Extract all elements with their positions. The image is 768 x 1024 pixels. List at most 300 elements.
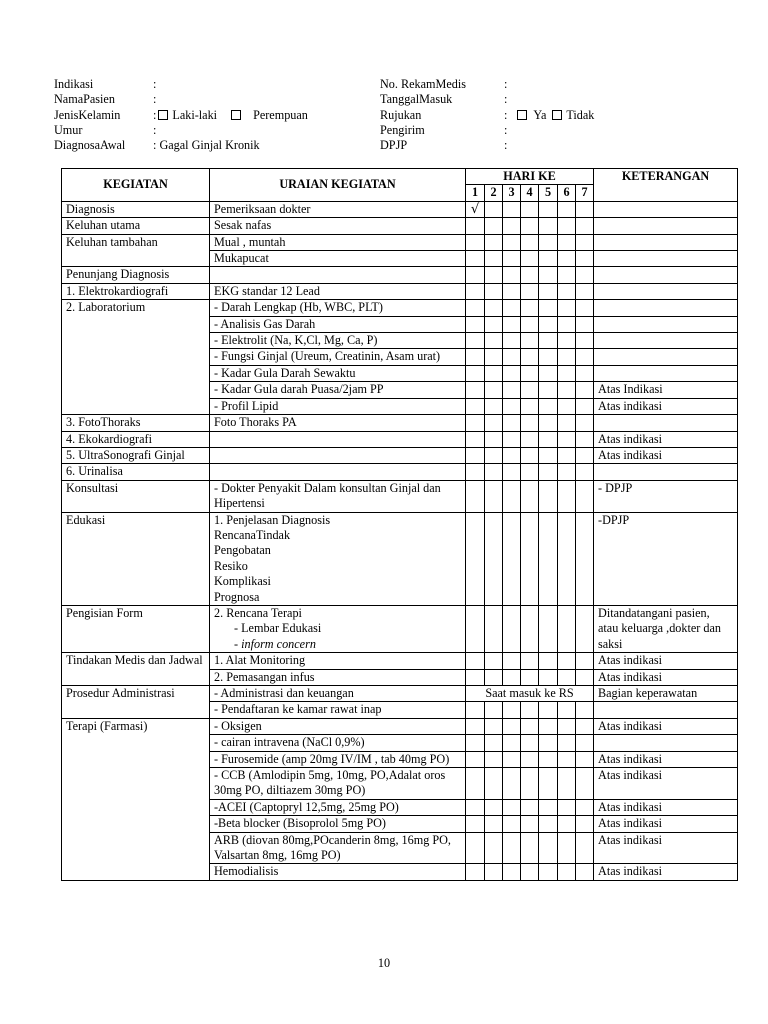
day-cell[interactable] xyxy=(503,512,521,605)
day-cell[interactable] xyxy=(539,605,558,652)
colon: : xyxy=(504,77,508,91)
keterangan-cell xyxy=(594,218,738,234)
day-cell[interactable] xyxy=(576,251,594,267)
day-cell[interactable] xyxy=(503,751,521,767)
day-cell[interactable] xyxy=(466,464,485,480)
uraian-cell: 1. Alat Monitoring xyxy=(210,653,466,669)
day-cell[interactable] xyxy=(503,234,521,250)
day-cell[interactable] xyxy=(576,201,594,217)
day-cell[interactable] xyxy=(521,799,539,815)
day-cell[interactable] xyxy=(539,669,558,685)
table-row xyxy=(62,218,738,234)
day-cell[interactable] xyxy=(521,382,539,398)
day-cell[interactable] xyxy=(539,480,558,512)
day-cell[interactable] xyxy=(503,768,521,800)
table-row xyxy=(62,605,738,652)
kegiatan-cell: Keluhan tambahan xyxy=(62,234,210,267)
day-cell[interactable] xyxy=(558,768,576,800)
day-cell[interactable] xyxy=(521,653,539,669)
day-cell[interactable] xyxy=(521,365,539,381)
day-cell[interactable] xyxy=(466,816,485,832)
day-cell[interactable] xyxy=(466,768,485,800)
day-cell[interactable] xyxy=(576,735,594,751)
uraian-cell: Mual , muntah xyxy=(210,234,466,250)
day-cell[interactable] xyxy=(539,864,558,880)
uraian-line: 1. Penjelasan Diagnosis xyxy=(214,512,331,527)
day-cell[interactable] xyxy=(503,702,521,718)
uraian-cell: - Darah Lengkap (Hb, WBC, PLT) xyxy=(210,300,466,316)
kegiatan-cell: Penunjang Diagnosis xyxy=(62,267,210,283)
day-cell[interactable] xyxy=(521,735,539,751)
day-cell[interactable] xyxy=(558,751,576,767)
uraian-cell: - Administrasi dan keuangan xyxy=(210,686,466,702)
day-cell[interactable] xyxy=(576,669,594,685)
kegiatan-cell: Konsultasi xyxy=(62,480,210,512)
day-cell[interactable] xyxy=(485,431,503,447)
day-cell[interactable] xyxy=(558,816,576,832)
perempuan-checkbox[interactable] xyxy=(231,110,241,120)
table-row xyxy=(62,201,738,217)
day-cell[interactable] xyxy=(521,816,539,832)
day-cell[interactable] xyxy=(558,718,576,734)
day-cell[interactable] xyxy=(558,605,576,652)
day-cell[interactable] xyxy=(576,431,594,447)
day-cell[interactable] xyxy=(503,605,521,652)
keterangan-cell: -DPJP xyxy=(594,512,738,605)
umur-label: Umur xyxy=(54,122,83,137)
day-cell[interactable] xyxy=(558,316,576,332)
day-cell[interactable] xyxy=(558,234,576,250)
day-cell[interactable] xyxy=(558,653,576,669)
kegiatan-cell: Edukasi xyxy=(62,512,210,605)
day-cell[interactable] xyxy=(576,316,594,332)
day-4: 4 xyxy=(521,185,539,201)
day-cell[interactable] xyxy=(558,464,576,480)
day-cell[interactable] xyxy=(576,300,594,316)
day-cell[interactable] xyxy=(503,816,521,832)
day-cell[interactable] xyxy=(521,431,539,447)
laki-laki-checkbox[interactable] xyxy=(158,110,168,120)
day-cell[interactable] xyxy=(466,512,485,605)
day-cell[interactable] xyxy=(558,398,576,414)
uraian-cell: EKG standar 12 Lead xyxy=(210,283,466,299)
day-cell[interactable] xyxy=(576,398,594,414)
day-3: 3 xyxy=(503,185,521,201)
day-cell[interactable] xyxy=(466,864,485,880)
day-cell[interactable] xyxy=(485,512,503,605)
day-cell[interactable] xyxy=(466,718,485,734)
day-cell[interactable] xyxy=(466,234,485,250)
keterangan-cell xyxy=(594,415,738,431)
day-cell[interactable] xyxy=(576,718,594,734)
day-cell[interactable] xyxy=(539,382,558,398)
day-cell[interactable] xyxy=(521,267,539,283)
jenis-kelamin-label: JenisKelamin xyxy=(54,107,121,122)
day-cell[interactable] xyxy=(576,464,594,480)
day-cell[interactable] xyxy=(466,431,485,447)
keterangan-cell xyxy=(594,300,738,316)
day-cell[interactable] xyxy=(558,300,576,316)
day-cell[interactable] xyxy=(558,382,576,398)
keterangan-cell xyxy=(594,234,738,250)
day-cell[interactable] xyxy=(576,218,594,234)
day-cell[interactable] xyxy=(539,234,558,250)
day-cell[interactable] xyxy=(503,431,521,447)
day-cell[interactable] xyxy=(503,718,521,734)
day-cell[interactable] xyxy=(576,832,594,864)
day-cell[interactable] xyxy=(521,333,539,349)
day-cell[interactable] xyxy=(485,316,503,332)
uraian-cell: Hemodialisis xyxy=(210,864,466,880)
kegiatan-cell: 4. Ekokardiografi xyxy=(62,431,210,447)
day-cell[interactable] xyxy=(485,300,503,316)
day-cell[interactable] xyxy=(521,718,539,734)
day-cell[interactable] xyxy=(466,702,485,718)
day-cell[interactable] xyxy=(503,382,521,398)
day-cell[interactable] xyxy=(503,300,521,316)
day-cell[interactable] xyxy=(503,447,521,463)
day-cell[interactable] xyxy=(558,415,576,431)
uraian-line: Resiko xyxy=(214,558,248,573)
day-cell[interactable] xyxy=(558,669,576,685)
day-cell[interactable] xyxy=(466,447,485,463)
day-cell[interactable] xyxy=(558,283,576,299)
day-cell[interactable] xyxy=(539,283,558,299)
day-cell[interactable] xyxy=(539,251,558,267)
day-cell[interactable] xyxy=(485,864,503,880)
table-row xyxy=(62,512,738,605)
day-7: 7 xyxy=(576,185,594,201)
day-cell[interactable] xyxy=(466,735,485,751)
day-cell[interactable] xyxy=(521,300,539,316)
day-cell[interactable] xyxy=(485,234,503,250)
day-cell[interactable] xyxy=(466,267,485,283)
laki-laki-option: Laki-laki xyxy=(172,107,218,122)
day-cell[interactable] xyxy=(503,365,521,381)
day-cell[interactable] xyxy=(558,799,576,815)
day-cell[interactable] xyxy=(576,702,594,718)
day-cell[interactable] xyxy=(485,201,503,217)
table-header-row xyxy=(62,169,738,185)
day-cell[interactable] xyxy=(521,218,539,234)
day-cell[interactable] xyxy=(558,201,576,217)
day-cell[interactable] xyxy=(485,447,503,463)
uraian-line: 2. Rencana Terapi xyxy=(214,605,302,620)
keterangan-cell: Atas indikasi xyxy=(594,447,738,463)
kegiatan-cell: Tindakan Medis dan Jadwal xyxy=(62,653,210,686)
uraian-line: Komplikasi xyxy=(214,574,271,589)
day-cell[interactable] xyxy=(466,415,485,431)
day-cell[interactable] xyxy=(485,605,503,652)
day-cell[interactable] xyxy=(521,751,539,767)
day-cell[interactable] xyxy=(576,267,594,283)
day-cell[interactable] xyxy=(539,201,558,217)
day-cell[interactable] xyxy=(485,768,503,800)
day-cell[interactable] xyxy=(466,365,485,381)
day-cell[interactable] xyxy=(521,464,539,480)
day-cell[interactable] xyxy=(466,349,485,365)
day-cell[interactable] xyxy=(503,283,521,299)
day-cell[interactable] xyxy=(503,653,521,669)
keterangan-cell: Atas indikasi xyxy=(594,832,738,864)
day-cell[interactable] xyxy=(539,415,558,431)
day-cell[interactable] xyxy=(558,832,576,864)
day-cell[interactable] xyxy=(521,832,539,864)
uraian-cell: - Kadar Gula darah Puasa/2jam PP xyxy=(210,382,466,398)
day-cell[interactable] xyxy=(576,447,594,463)
day-cell[interactable] xyxy=(466,480,485,512)
day-cell[interactable] xyxy=(539,333,558,349)
day-cell[interactable] xyxy=(466,300,485,316)
day-cell[interactable] xyxy=(521,480,539,512)
day-cell[interactable] xyxy=(558,864,576,880)
day-cell[interactable] xyxy=(503,415,521,431)
day-cell[interactable] xyxy=(558,267,576,283)
day-cell[interactable] xyxy=(466,653,485,669)
uraian-cell: - Oksigen xyxy=(210,718,466,734)
uraian-line: Prognosa xyxy=(214,589,260,604)
colon: : xyxy=(504,92,508,107)
day-cell[interactable] xyxy=(558,218,576,234)
day-cell[interactable] xyxy=(485,267,503,283)
day-cell[interactable] xyxy=(558,431,576,447)
checkmark-icon: √ xyxy=(470,201,480,217)
tanggal-masuk-label: TanggalMasuk xyxy=(380,92,453,107)
day-1: 1 xyxy=(466,185,485,201)
day-cell[interactable] xyxy=(466,201,485,217)
day-cell[interactable] xyxy=(539,267,558,283)
colon: : xyxy=(153,138,157,153)
day-cell[interactable] xyxy=(503,333,521,349)
day-cell[interactable] xyxy=(521,669,539,685)
uraian-cell: - Fungsi Ginjal (Ureum, Creatinin, Asam urat) xyxy=(210,349,466,365)
day-cell[interactable] xyxy=(539,718,558,734)
day-cell[interactable] xyxy=(503,669,521,685)
kegiatan-cell: 2. Laboratorium xyxy=(62,300,210,415)
day-cell[interactable] xyxy=(539,653,558,669)
day-cell[interactable] xyxy=(539,431,558,447)
day-cell[interactable] xyxy=(539,316,558,332)
day-cell[interactable] xyxy=(521,283,539,299)
day-cell[interactable] xyxy=(466,218,485,234)
day-cell[interactable] xyxy=(485,415,503,431)
day-cell[interactable] xyxy=(485,702,503,718)
day-cell[interactable] xyxy=(558,512,576,605)
day-cell[interactable] xyxy=(503,218,521,234)
uraian-cell: - Analisis Gas Darah xyxy=(210,316,466,332)
day-cell[interactable] xyxy=(466,669,485,685)
day-cell[interactable] xyxy=(558,251,576,267)
day-cell[interactable] xyxy=(503,201,521,217)
day-cell[interactable] xyxy=(539,365,558,381)
uraian-cell: -Beta blocker (Bisoprolol 5mg PO) xyxy=(210,816,466,832)
day-cell[interactable] xyxy=(576,816,594,832)
day-cell[interactable] xyxy=(503,832,521,864)
day-cell[interactable] xyxy=(503,464,521,480)
day-cell[interactable] xyxy=(539,300,558,316)
day-cell[interactable] xyxy=(521,605,539,652)
day-cell[interactable] xyxy=(521,864,539,880)
day-cell[interactable] xyxy=(558,365,576,381)
day-cell[interactable] xyxy=(539,768,558,800)
colon: : xyxy=(504,122,508,137)
day-cell[interactable] xyxy=(521,316,539,332)
day-cell[interactable] xyxy=(485,464,503,480)
day-cell[interactable] xyxy=(539,349,558,365)
day-cell[interactable] xyxy=(539,751,558,767)
day-cell[interactable] xyxy=(521,447,539,463)
day-cell[interactable] xyxy=(485,251,503,267)
table-row xyxy=(62,415,738,431)
day-cell[interactable] xyxy=(558,333,576,349)
day-cell[interactable] xyxy=(576,605,594,652)
keterangan-cell: Atas indikasi xyxy=(594,799,738,815)
colon: : xyxy=(153,77,157,91)
day-cell[interactable] xyxy=(503,316,521,332)
day-cell[interactable] xyxy=(485,751,503,767)
day-cell[interactable] xyxy=(466,605,485,652)
day-cell[interactable] xyxy=(539,702,558,718)
day-cell[interactable] xyxy=(521,201,539,217)
day-cell[interactable] xyxy=(558,349,576,365)
day-cell[interactable] xyxy=(521,768,539,800)
day-cell[interactable] xyxy=(576,365,594,381)
day-cell[interactable] xyxy=(521,234,539,250)
day-cell[interactable] xyxy=(539,218,558,234)
day-cell[interactable] xyxy=(558,447,576,463)
day-cell[interactable] xyxy=(503,480,521,512)
colon: : xyxy=(504,138,508,153)
day-cell[interactable] xyxy=(485,718,503,734)
day-cell[interactable] xyxy=(576,864,594,880)
uraian-cell xyxy=(210,267,466,283)
uraian-line: - Lembar Edukasi xyxy=(234,621,322,636)
day-cell[interactable] xyxy=(539,816,558,832)
day-cell[interactable] xyxy=(521,251,539,267)
uraian-cell: -ACEI (Captopryl 12,5mg, 25mg PO) xyxy=(210,799,466,815)
day-cell[interactable] xyxy=(539,512,558,605)
day-cell[interactable] xyxy=(503,864,521,880)
keterangan-cell: - DPJP xyxy=(594,480,738,512)
day-cell[interactable] xyxy=(485,333,503,349)
day-cell[interactable] xyxy=(539,799,558,815)
day-cell[interactable] xyxy=(576,349,594,365)
day-cell[interactable] xyxy=(521,398,539,414)
day-cell[interactable] xyxy=(485,653,503,669)
uraian-cell: 2. Pemasangan infus xyxy=(210,669,466,685)
tidak-checkbox[interactable] xyxy=(552,110,562,120)
day-cell[interactable] xyxy=(503,349,521,365)
day-cell[interactable] xyxy=(466,799,485,815)
uraian-cell: Pemeriksaan dokter xyxy=(210,201,466,217)
day-cell[interactable] xyxy=(466,333,485,349)
keterangan-cell: Atas Indikasi xyxy=(594,382,738,398)
table-row xyxy=(62,718,738,734)
ya-checkbox[interactable] xyxy=(517,110,527,120)
day-cell[interactable] xyxy=(466,283,485,299)
day-cell[interactable] xyxy=(485,283,503,299)
uraian-cell: Mukapucat xyxy=(210,251,466,267)
day-cell[interactable] xyxy=(576,234,594,250)
day-cell[interactable] xyxy=(558,735,576,751)
day-cell[interactable] xyxy=(521,702,539,718)
day-cell[interactable] xyxy=(576,415,594,431)
page-number: 10 xyxy=(377,956,391,970)
uraian-cell: Foto Thoraks PA xyxy=(210,415,466,431)
day-cell[interactable] xyxy=(503,267,521,283)
keterangan-cell: Atas indikasi xyxy=(594,816,738,832)
keterangan-cell: Atas indikasi xyxy=(594,864,738,880)
day-cell[interactable] xyxy=(485,398,503,414)
day-cell[interactable] xyxy=(576,512,594,605)
day-cell[interactable] xyxy=(539,447,558,463)
day-cell[interactable] xyxy=(539,464,558,480)
day-cell[interactable] xyxy=(539,398,558,414)
kegiatan-cell: Diagnosis xyxy=(62,201,210,217)
day-cell[interactable] xyxy=(466,398,485,414)
keterangan-header: KETERANGAN xyxy=(594,169,738,202)
day-cell[interactable] xyxy=(521,512,539,605)
day-cell[interactable] xyxy=(576,283,594,299)
day-cell[interactable] xyxy=(576,333,594,349)
day-cell[interactable] xyxy=(503,398,521,414)
day-cell[interactable] xyxy=(521,415,539,431)
day-cell[interactable] xyxy=(485,735,503,751)
day-cell[interactable] xyxy=(576,480,594,512)
colon: : xyxy=(153,107,157,122)
kegiatan-cell: Terapi (Farmasi) xyxy=(62,718,210,880)
day-cell[interactable] xyxy=(576,653,594,669)
day-cell[interactable] xyxy=(503,735,521,751)
keterangan-cell xyxy=(594,365,738,381)
day-cell[interactable] xyxy=(466,751,485,767)
day-cell[interactable] xyxy=(485,218,503,234)
day-cell[interactable] xyxy=(466,251,485,267)
day-cell[interactable] xyxy=(576,751,594,767)
day-cell[interactable] xyxy=(539,735,558,751)
day-cell[interactable] xyxy=(466,832,485,864)
kegiatan-cell: 6. Urinalisa xyxy=(62,464,210,480)
rekam-medis-label: No. RekamMedis xyxy=(380,77,466,91)
day-cell[interactable] xyxy=(503,799,521,815)
keterangan-cell xyxy=(594,251,738,267)
day-cell[interactable] xyxy=(503,251,521,267)
table-row xyxy=(62,653,738,669)
day-cell[interactable] xyxy=(466,316,485,332)
day-cell[interactable] xyxy=(466,382,485,398)
day-cell[interactable] xyxy=(485,349,503,365)
day-cell[interactable] xyxy=(485,382,503,398)
day-cell[interactable] xyxy=(576,382,594,398)
day-cell[interactable] xyxy=(539,832,558,864)
day-cell[interactable] xyxy=(558,702,576,718)
day-cell[interactable] xyxy=(558,480,576,512)
pengirim-label: Pengirim xyxy=(380,122,425,137)
day-cell[interactable] xyxy=(485,816,503,832)
day-cell[interactable] xyxy=(485,832,503,864)
keterangan-cell xyxy=(594,316,738,332)
day-cell[interactable] xyxy=(485,480,503,512)
day-cell[interactable] xyxy=(485,669,503,685)
day-cell[interactable] xyxy=(521,349,539,365)
day-cell[interactable] xyxy=(576,768,594,800)
nama-pasien-label: NamaPasien xyxy=(54,92,115,107)
day-cell[interactable] xyxy=(576,799,594,815)
keterangan-cell xyxy=(594,333,738,349)
keterangan-cell xyxy=(594,702,738,718)
day-cell[interactable] xyxy=(485,799,503,815)
day-cell[interactable] xyxy=(485,365,503,381)
